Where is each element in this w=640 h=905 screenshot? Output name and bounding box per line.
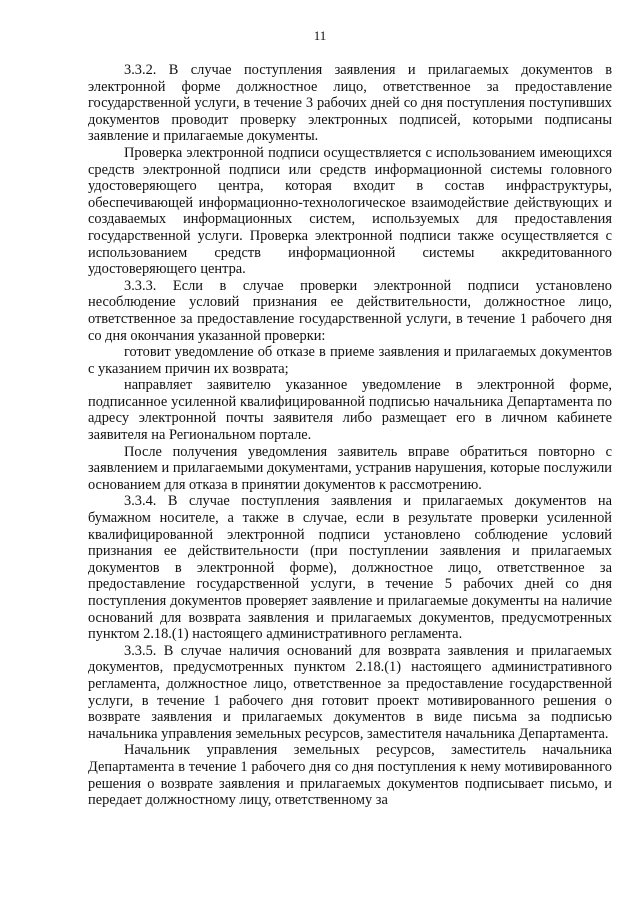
paragraph-prepare-notice: готовит уведомление об отказе в приеме заявления и прилагаемых документов с указанием причин их возврата; [88,344,612,377]
paragraph-3-3-5: 3.3.5. В случае наличия оснований для возврата заявления и прилагаемых документов, предусмотренных пунктом 2.18.(1) настоящего административного регламента, должностное лицо, ответственное за предоставление государственной услуги, в течение 1 рабочего дня готовит проект мотивированного решения о возврате заявления и прилагаемых документов в виде письма за подписью начальника управления земельных ресурсов, заместителя начальника Департамента. [88,642,612,742]
paragraph-reapply: После получения уведомления заявитель вправе обратиться повторно с заявлением и прилагаемыми документами, устранив нарушения, которые послужили основанием для отказа в принятии документов к рассмотрению. [88,443,612,493]
paragraph-3-3-2: 3.3.2. В случае поступления заявления и прилагаемых документов в электронной форме должностное лицо, ответственное за предоставление государственной услуги, в течение 3 рабочих дней со дня поступления поступивших документов проводит проверку электронных подписей, которыми подписаны заявление и прилагаемые документы. [88,62,612,145]
paragraph-head-signs: Начальник управления земельных ресурсов, заместитель начальника Департамента в течение 1 рабочего дня со дня поступления к нему мотивированного решения о возврате заявления и прилагаемых документов подписывает письмо, и передает должностному лицу, ответственному за [88,742,612,809]
document-body [88,62,612,809]
paragraph-3-3-3: 3.3.3. Если в случае проверки электронной подписи установлено несоблюдение условий признания ее действительности, должностное лицо, ответственное за предоставление государственной услуги, в течение 1 рабочего дня со дня окончания указанной проверки: [88,277,612,344]
page-number: 11 [313,28,327,43]
paragraph-signature-check: Проверка электронной подписи осуществляется с использованием имеющихся средств электронной подписи или средств информационной системы головного удостоверяющего центра, которая входит в состав инфраструктуры, обеспечивающей информационно-технологическое взаимодействие действующих и создаваемых информационных систем, используемых для предоставления государственной услуги. Проверка электронной подписи также осуществляется с использованием средств информационной системы аккредитованного удостоверяющего центра. [88,144,612,278]
paragraph-send-notice: направляет заявителю указанное уведомление в электронной форме, подписанное усиленной квалифицированной подписью начальника Департамента по адресу электронной почты заявителя либо размещает его в личном кабинете заявителя на Региональном портале. [88,377,612,444]
paragraph-3-3-4: 3.3.4. В случае поступления заявления и прилагаемых документов на бумажном носителе, а также в случае, если в результате проверки усиленной квалифицированной электронной подписи установлено соблюдение условий признания ее действительности (при поступлении заявления и прилагаемых документов в электронной форме), должностное лицо, ответственное за предоставление государственной услуги, в течение 5 рабочих дней со дня поступления документов проверяет заявление и прилагаемые документы на наличие оснований для возврата заявления и прилагаемых документов, предусмотренных пунктом 2.18.(1) настоящего административного регламента. [88,493,612,643]
